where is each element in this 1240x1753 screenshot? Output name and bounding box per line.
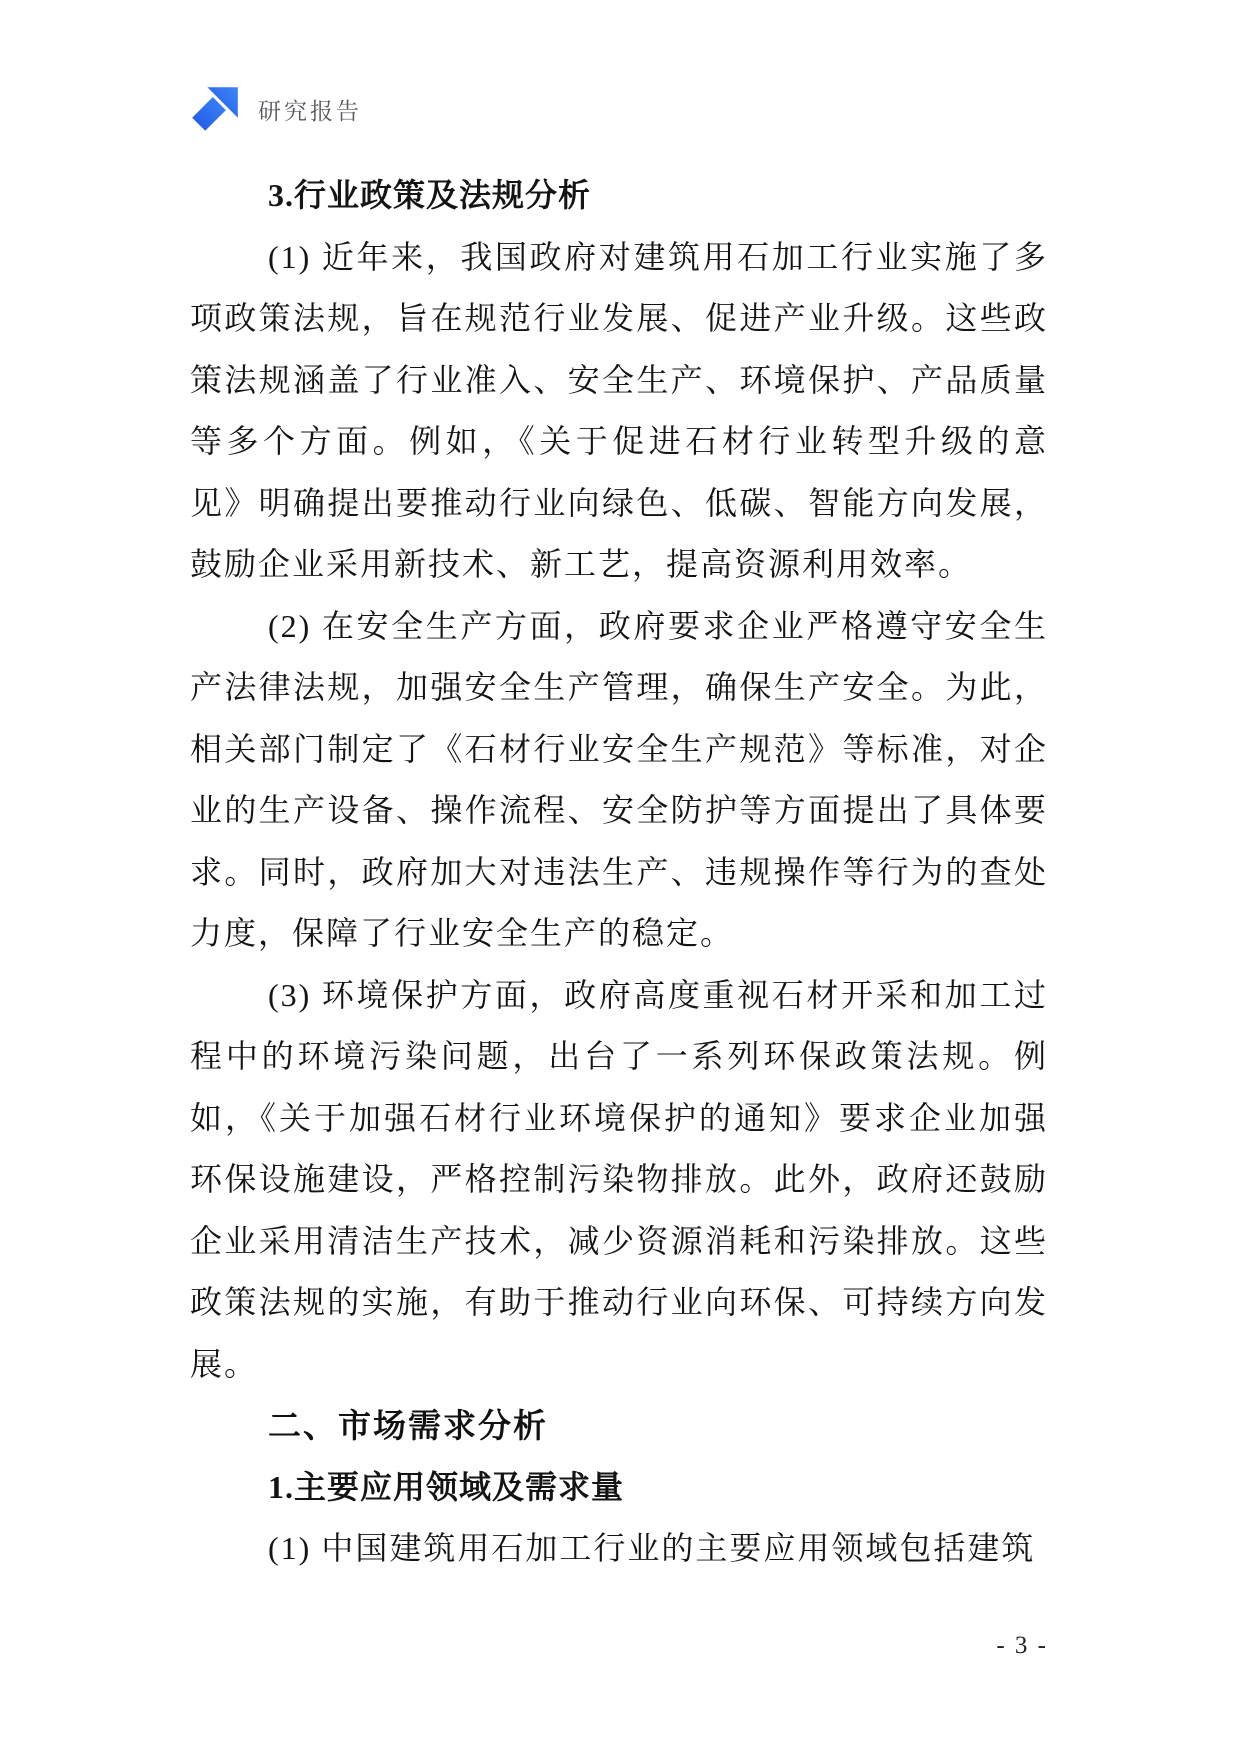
document-body [190,165,1048,1580]
body-text-line: (1) 中国建筑用石加工行业的主要应用领域包括建筑 [268,1530,1036,1566]
body-text-line: 见》明确提出要推动行业向绿色、低碳、智能方向发展， [190,484,1048,521]
page-number: - 3 - [996,1632,1048,1659]
body-text-line: (2) 在安全生产方面，政府要求企业严格遵守安全生 [268,607,1048,644]
section-heading: 3.行业政策及法规分析 [268,177,592,213]
trend-arrow-up-right-icon [188,84,242,134]
body-text-line: 政策法规的实施，有助于推动行业向环保、可持续方向发 [190,1284,1048,1320]
body-text-line: 求。同时，政府加大对违法生产、违规操作等行为的查处 [190,853,1048,890]
body-text-line: 环保设施建设，严格控制污染物排放。此外，政府还鼓励 [190,1161,1048,1197]
body-text-line: 产法律法规，加强安全生产管理，确保生产安全。为此， [190,669,1048,705]
paragraph-3 [190,965,1048,1396]
chapter-heading: 二、市场需求分析 [268,1407,548,1444]
page-header [188,82,362,136]
body-text-line: (1) 近年来，我国政府对建筑用石加工行业实施了多 [268,238,1048,275]
body-text-line: 企业采用清洁生产技术，减少资源消耗和污染排放。这些 [190,1222,1048,1259]
body-text-line: 鼓励企业采用新技术、新工艺，提高资源利用效率。 [190,546,973,582]
body-text-line: 程中的环境污染问题，出台了一系列环保政策法规。例 [190,1038,1048,1074]
body-text-line: 力度，保障了行业安全生产的稳定。 [190,915,735,951]
body-text-line: 策法规涵盖了行业准入、安全生产、环境保护、产品质量 [190,361,1048,398]
body-text-line: 业的生产设备、操作流程、安全防护等方面提出了具体要 [190,792,1048,828]
subsection-heading: 1.主要应用领域及需求量 [268,1468,625,1505]
body-text-line: (3) 环境保护方面，政府高度重视石材开采和加工过 [268,976,1048,1013]
body-text-line: 展。 [190,1345,259,1382]
body-text-line: 相关部门制定了《石材行业安全生产规范》等标准，对企 [190,730,1048,767]
paragraph-2 [190,596,1048,965]
paragraph-1 [190,227,1048,596]
body-text-line: 如，《关于加强石材行业环境保护的通知》要求企业加强 [190,1099,1048,1136]
paragraph-4 [190,1518,1048,1580]
brand-text: 研究报告 [258,98,362,124]
body-text-line: 项政策法规，旨在规范行业发展、促进产业升级。这些政 [190,300,1048,336]
body-text-line: 等多个方面。例如，《关于促进石材行业转型升级的意 [190,423,1048,459]
